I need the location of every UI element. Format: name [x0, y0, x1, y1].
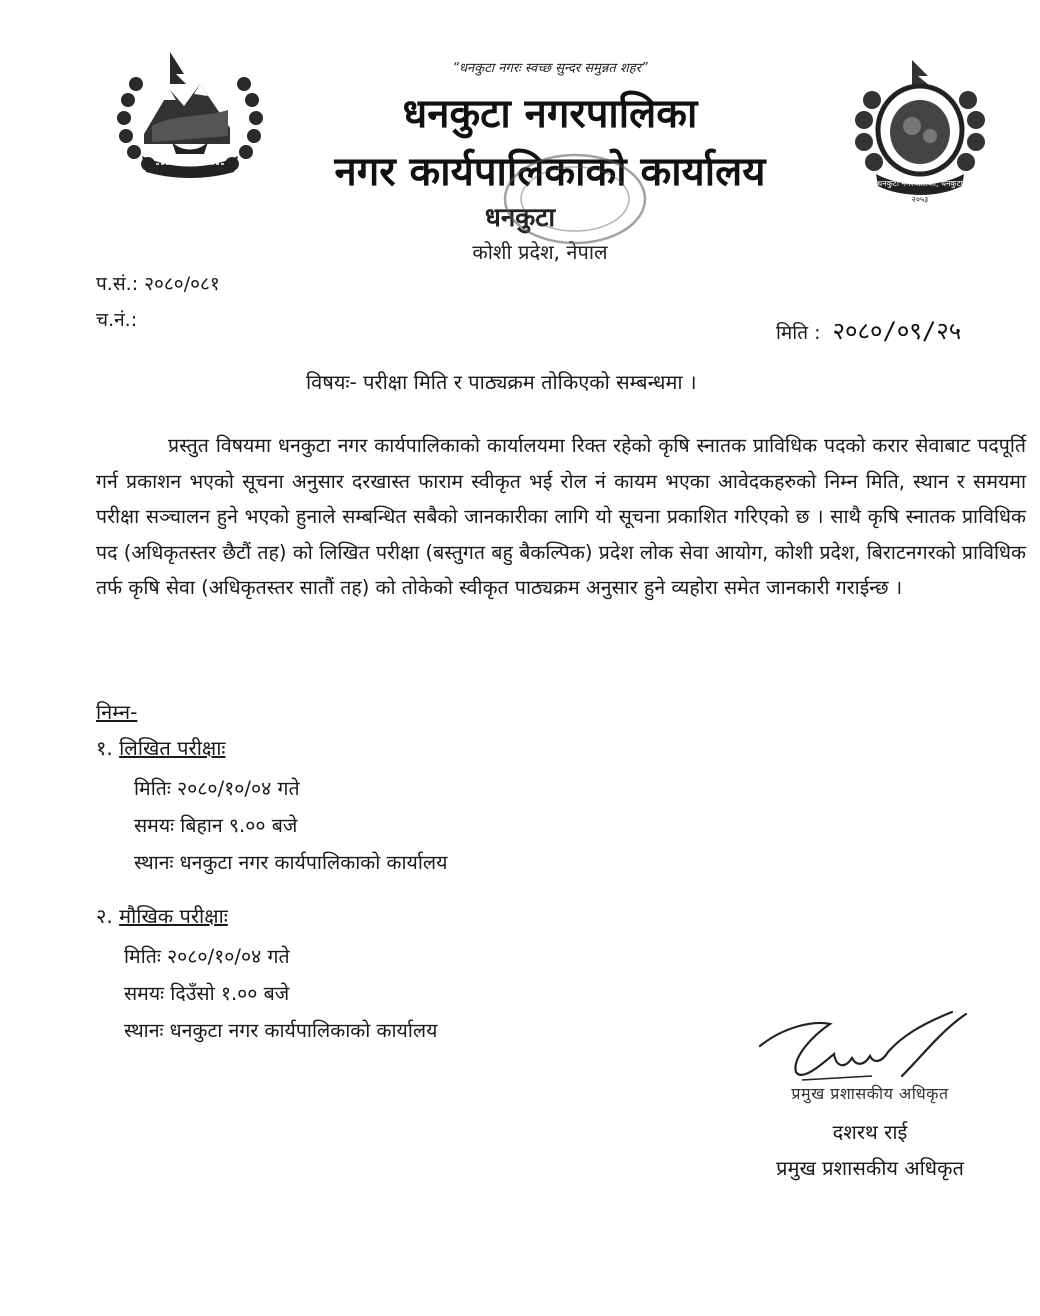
date-label: मिति : [776, 322, 821, 344]
schedule-item-written [96, 734, 225, 761]
exam-place: स्थानः धनकुटा नगर कार्यपालिकाको कार्यालय [134, 851, 448, 874]
item-number: १. [96, 736, 113, 760]
body-paragraph: प्रस्तुत विषयमा धनकुटा नगर कार्यपालिकाको कार्यालयमा रिक्त रहेको कृषि स्नातक प्राविधिक पदको करार सेवाबाट पदपूर्ति गर्न प्रकाशन भएको सूचना अनुसार दरखास्त फाराम स्वीकृत भई रोल नं कायम भएका आवेदकहरुको निम्न मिति, स्थान र समयमा परीक्षा सञ्चालन हुने भएको हुनाले सम्बन्धित सबैको जानकारीका लागि यो सूचना प्रकाशित गरिएको छ । साथै कृषि स्नातक प्राविधिक पद (अधिकृतस्तर छैटौं तह) को लिखित परीक्षा (बस्तुगत बहु बैकल्पिक) प्रदेश लोक सेवा आयोग, कोशी प्रदेश, बिराटनगरको प्राविधिक तर्फ कृषि सेवा (अधिकृतस्तर सातौं तह) को तोकेको स्वीकृत पाठ्यक्रम अनुसार हुने व्यहोरा समेत जानकारी गराईन्छ । [96, 434, 1026, 599]
exam-place: स्थानः धनकुटा नगर कार्यपालिकाको कार्यालय [124, 1019, 438, 1042]
municipality-name: धनकुटा नगरपालिका [402, 91, 698, 137]
item-title: लिखित परीक्षाः [119, 736, 226, 760]
oral-exam-details [124, 938, 437, 1049]
signer-name: दशरथ राई [832, 1120, 908, 1144]
nepal-coat-of-arms-icon [112, 44, 268, 180]
dispatch-number [96, 306, 137, 332]
exam-time: समयः दिउँसो १.०० बजे [124, 982, 290, 1005]
district-name: धनकुटा [484, 203, 556, 233]
letter-date [776, 314, 961, 347]
written-exam-details [134, 770, 447, 881]
exam-date: मितिः २०८०/१०/०४ गते [124, 945, 290, 968]
exam-time: समयः बिहान ९.०० बजे [134, 814, 298, 837]
reference-number [96, 270, 220, 296]
office-name: नगर कार्यपालिकाको कार्यालय [334, 149, 766, 195]
item-title: मौखिक परीक्षाः [119, 904, 228, 928]
schedule-item-oral [96, 902, 228, 929]
subject-line: विषयः- परीक्षा मिति र पाठ्यक्रम तोकिएको सम्बन्धमा । [306, 370, 697, 394]
item-number: २. [96, 904, 113, 928]
logo-year: २०५३ [911, 195, 929, 204]
municipality-logo-icon [852, 56, 988, 206]
ref-value: २०८०/०८१ [144, 273, 220, 295]
exam-date: मितिः २०८०/१०/०४ गते [134, 777, 300, 800]
province-country: कोशी प्रदेश, नेपाल [472, 240, 608, 264]
handwritten-designation: प्रमुख प्रशासकीय अधिकृत [791, 1084, 949, 1103]
logo-ribbon-text: धनकुटा नगरपालिका, धनकुटा [877, 179, 963, 188]
signer-designation: प्रमुख प्रशासकीय अधिकृत [776, 1156, 964, 1180]
dispatch-label: च.नं.: [96, 309, 138, 331]
ref-label: प.सं.: [96, 273, 139, 295]
municipality-motto: “धनकुटा नगरः स्वच्छ सुन्दर समुन्नत शहर” [452, 61, 648, 76]
schedule-heading: निम्न- [96, 700, 138, 724]
date-value: २०८०/०९/२५ [832, 317, 962, 345]
